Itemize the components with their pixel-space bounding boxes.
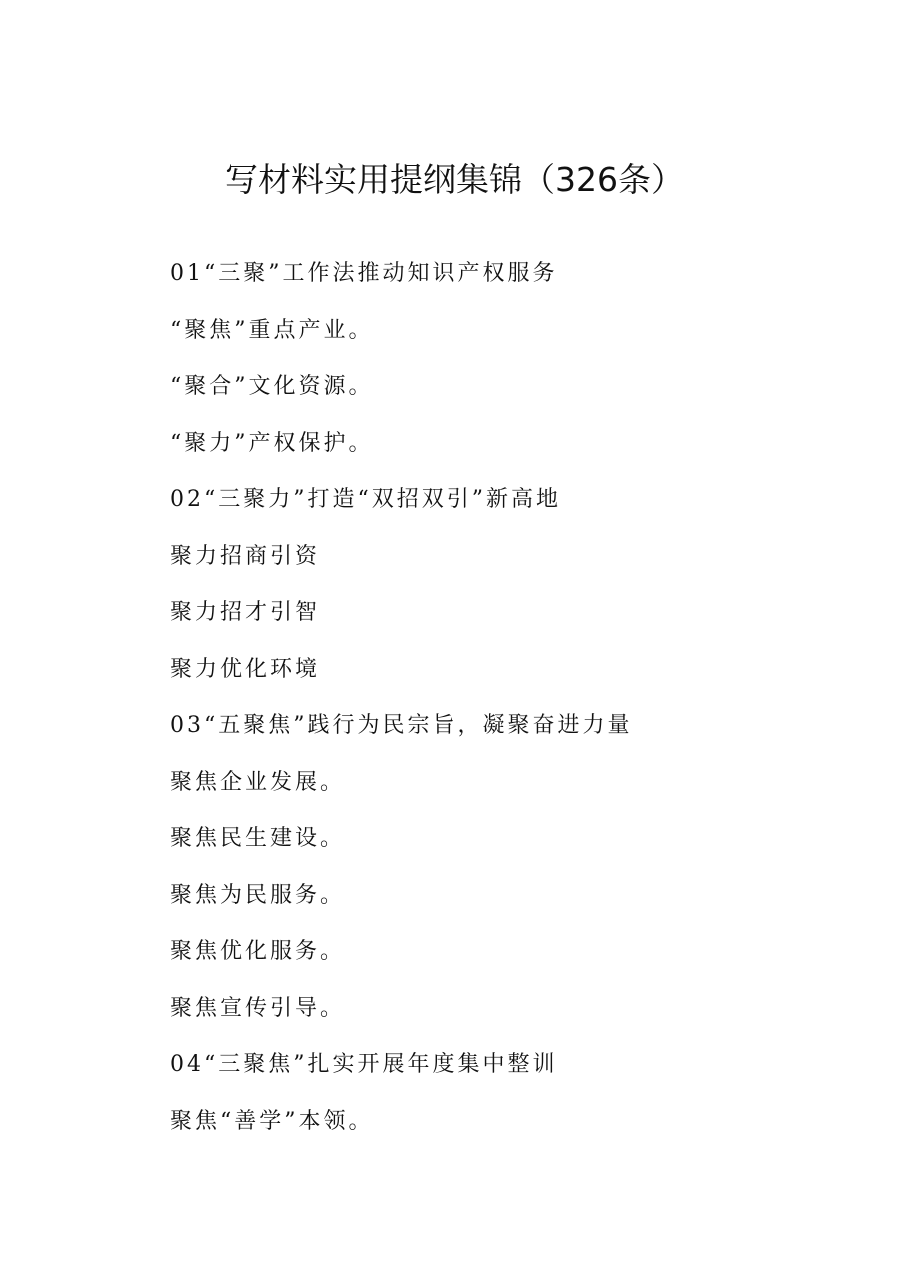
outline-heading-01: 01“三聚”工作法推动知识产权服务 — [170, 261, 558, 286]
document-title: 写材料实用提纲集锦（326条） — [225, 160, 684, 199]
outline-item: 聚焦企业发展。 — [170, 769, 346, 795]
outline-list — [170, 246, 850, 1150]
outline-heading-04: 04“三聚焦”扎实开展年度集中整训 — [170, 1052, 558, 1077]
outline-item: 聚焦民生建设。 — [170, 826, 346, 851]
outline-item: “聚力”产权保护。 — [170, 430, 374, 456]
outline-heading-02: 02“三聚力”打造“双招双引”新高地 — [170, 487, 561, 512]
outline-item: 聚力优化环境 — [170, 656, 321, 682]
outline-item: 聚焦优化服务。 — [170, 939, 346, 964]
outline-item: “聚合”文化资源。 — [170, 374, 374, 399]
outline-item: “聚焦”重点产业。 — [170, 317, 374, 343]
outline-item: 聚焦“善学”本领。 — [170, 1108, 374, 1134]
outline-heading-03: 03“五聚焦”践行为民宗旨，凝聚奋进力量 — [170, 713, 633, 738]
outline-item: 聚焦为民服务。 — [170, 882, 346, 908]
outline-item: 聚力招商引资 — [170, 543, 321, 569]
outline-item: 聚力招才引智 — [170, 600, 321, 625]
outline-item: 聚焦宣传引导。 — [170, 995, 346, 1021]
